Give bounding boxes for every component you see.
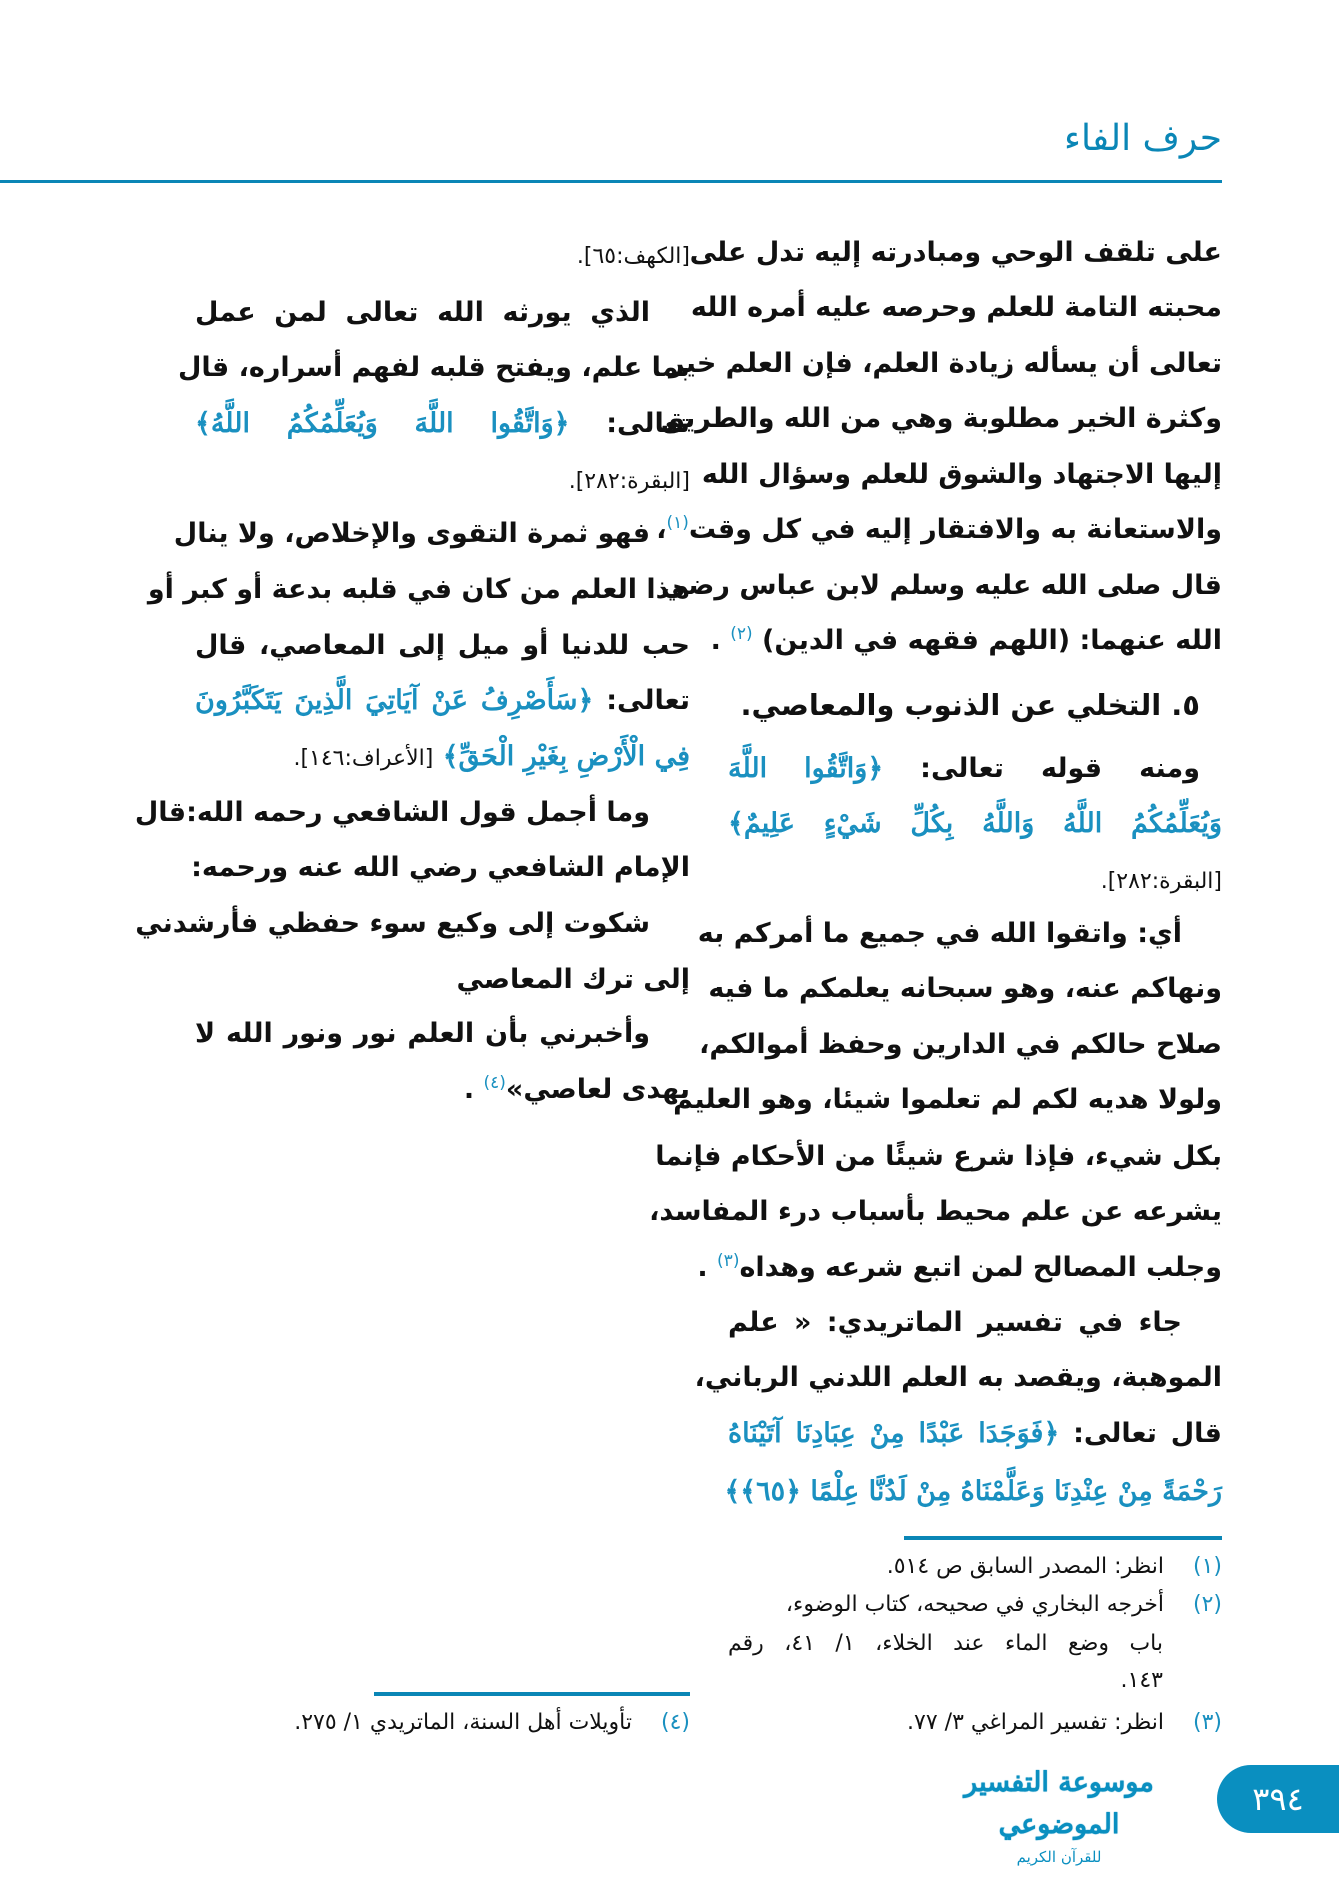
body-text: الإمام الشافعي رضي الله عنه ورحمه:	[191, 852, 690, 883]
header-divider	[0, 180, 1222, 183]
text-line	[728, 680, 1200, 730]
footnote-reference: (٢)	[730, 624, 753, 644]
text-line	[728, 1409, 1222, 1459]
quran-verse: فِي الْأَرْضِ بِغَيْرِ الْحَقِّ﴾	[433, 741, 690, 772]
text-line	[195, 230, 690, 280]
body-text: ومنه قوله تعالى:	[883, 753, 1201, 784]
text-line	[195, 621, 690, 671]
body-text: .	[697, 1252, 718, 1283]
body-text: فهو ثمرة التقوى والإخلاص، ولا ينال	[173, 518, 650, 549]
text-line	[689, 228, 1222, 278]
body-text: ونهاكم عنه، وهو سبحانه يعلمكم ما فيه	[708, 973, 1222, 1004]
body-text: وأخبرني بأن العلم نور ونور الله لا	[195, 1018, 650, 1049]
text-line	[191, 843, 690, 893]
body-text: بما علم، ويفتح قلبه لفهم أسراره، قال	[177, 352, 690, 383]
body-text: بكل شيء، فإذا شرع شيئًا من الأحكام فإنما	[655, 1141, 1222, 1172]
footnote-number: (٣)	[1192, 1710, 1222, 1735]
quran-verse: رَحْمَةً مِنْ عِنْدِنَا وَعَلَّمْنَاهُ مِنْ لَدُنَّا عِلْمًا ﴿٦٥﴾﴾	[724, 1476, 1222, 1507]
page-number: ٣٩٤	[1217, 1765, 1339, 1833]
footnote-2	[786, 1586, 1222, 1624]
text-line	[660, 561, 1222, 611]
body-text: على تلقف الوحي ومبادرته إليه تدل على	[689, 237, 1222, 268]
text-line	[195, 288, 650, 338]
body-text: الذي يورثه الله تعالى لمن عمل	[195, 297, 650, 328]
text-line	[177, 343, 690, 393]
footnote-divider	[374, 1692, 690, 1696]
body-text: إلى ترك المعاصي	[456, 964, 690, 995]
text-line	[710, 616, 1222, 666]
quran-verse: وَيُعَلِّمُكُمُ اللَّهُ وَاللَّهُ بِكُلِّ شَيْءٍ عَلِيمٌ﴾	[728, 808, 1222, 839]
quran-verse: ﴿وَاتَّقُوا اللَّهَ	[728, 753, 884, 784]
verse-citation: [البقرة:٢٨٢].	[1100, 869, 1222, 894]
text-line	[195, 1065, 690, 1115]
footnote-2-continued: ١٤٣.	[1120, 1668, 1163, 1693]
footnote-text: انظر: المصدر السابق ص ٥١٤.	[886, 1554, 1164, 1579]
text-line	[728, 855, 1222, 905]
body-text: حب للدنيا أو ميل إلى المعاصي، قال	[195, 630, 690, 661]
encyclopedia-logo	[934, 1762, 1184, 1866]
body-text: الموهبة، ويقصد به العلم اللدني الرباني،	[694, 1362, 1222, 1393]
body-text: والاستعانة به والافتقار إليه في كل وقت	[688, 514, 1222, 545]
quran-verse: ﴿سَأَصْرِفُ عَنْ آيَاتِيَ الَّذِينَ يَتَكَبَّرُونَ	[195, 685, 594, 716]
body-text: ،	[656, 514, 667, 545]
section-title: حرف الفاء	[1064, 118, 1222, 159]
body-text: أي: واتقوا الله في جميع ما أمركم به	[697, 918, 1182, 949]
body-text: شكوت إلى وكيع سوء حفظي فأرشدني	[135, 908, 650, 939]
footnote-reference: (١)	[666, 513, 689, 533]
body-text: تعالى أن يسأله زيادة العلم، فإن العلم خير	[669, 348, 1222, 379]
text-line	[147, 565, 690, 615]
body-text: إليها الاجتهاد والشوق للعلم وسؤال الله	[701, 459, 1222, 490]
text-line	[728, 1298, 1182, 1348]
text-line	[195, 399, 690, 449]
footnote-reference: (٣)	[717, 1251, 740, 1271]
body-text: يشرعه عن علم محيط بأسباب درء المفاسد،	[649, 1196, 1222, 1227]
body-text: .	[463, 1074, 484, 1105]
text-line	[669, 339, 1222, 389]
text-line	[173, 509, 650, 559]
body-text: وما أجمل قول الشافعي رحمه الله:قال	[134, 797, 650, 828]
footnote-text: أخرجه البخاري في صحيحه، كتاب الوضوء،	[785, 1592, 1164, 1617]
text-line	[195, 1009, 650, 1059]
body-text: قال تعالى:	[1059, 1418, 1222, 1449]
footnote-1	[887, 1548, 1222, 1586]
logo-title: موسوعة التفسير الموضوعي	[964, 1767, 1154, 1840]
footnote-3	[907, 1704, 1222, 1742]
quran-verse: ﴿وَاتَّقُوا اللَّهَ وَيُعَلِّمُكُمُ اللَّهُ﴾	[195, 408, 570, 439]
footnote-2-continued: باب وضع الماء عند الخلاء، ١/ ٤١، رقم	[728, 1631, 1163, 1656]
verse-citation: [الأعراف:١٤٦].	[293, 746, 434, 771]
footnote-number: (٢)	[1192, 1592, 1222, 1617]
text-line	[195, 955, 690, 1005]
section-heading: ٥. التخلي عن الذنوب والمعاصي.	[740, 688, 1200, 722]
logo-subtitle: للقرآن الكريم	[1016, 1848, 1102, 1866]
text-line	[195, 732, 690, 782]
body-text: .	[710, 625, 731, 656]
text-line	[697, 1243, 1222, 1293]
text-line	[690, 283, 1222, 333]
body-text: يهدى لعاصي»	[505, 1074, 690, 1105]
footnote-number: (٤)	[660, 1710, 690, 1735]
text-line	[660, 394, 1222, 444]
body-text: ولولا هديه لكم لم تعلموا شيئا، وهو العليم	[673, 1084, 1222, 1115]
text-line	[708, 964, 1222, 1014]
text-line	[701, 450, 1222, 500]
text-line	[135, 899, 650, 949]
quran-verse: ﴿فَوَجَدَا عَبْدًا مِنْ عِبَادِنَا آتَيْنَاهُ	[728, 1418, 1060, 1449]
text-line	[195, 676, 690, 726]
body-text: جاء في تفسير الماتريدي: « علم	[728, 1307, 1182, 1338]
text-line	[724, 1467, 1222, 1517]
text-line	[697, 909, 1182, 959]
text-line	[134, 788, 650, 838]
footnote-divider	[904, 1536, 1222, 1540]
body-text: تعالى:	[569, 408, 691, 439]
text-line	[655, 1132, 1222, 1182]
body-text: وجلب المصالح لمن اتبع شرعه وهداه	[739, 1252, 1222, 1283]
body-text: الله عنهما: (اللهم فقهه في الدين)	[752, 625, 1222, 656]
body-text: هذا العلم من كان في قلبه بدعة أو كبر أو	[147, 574, 690, 605]
text-line	[699, 1020, 1222, 1070]
footnote-number: (١)	[1192, 1554, 1222, 1579]
body-text: تعالى:	[593, 685, 690, 716]
text-line	[673, 1075, 1222, 1125]
footnote-text: تأويلات أهل السنة، الماتريدي ١/ ٢٧٥.	[294, 1710, 632, 1735]
body-text: وكثرة الخير مطلوبة وهي من الله والطريق	[660, 403, 1222, 434]
text-line	[728, 799, 1222, 849]
verse-citation: [البقرة:٢٨٢].	[568, 469, 690, 494]
footnote-text: انظر: تفسير المراغي ٣/ ٧٧.	[907, 1710, 1164, 1735]
body-text: قال صلى الله عليه وسلم لابن عباس رضي	[660, 570, 1222, 601]
text-line	[649, 1187, 1222, 1237]
footnote-4	[294, 1704, 690, 1742]
text-line	[195, 455, 690, 505]
body-text: صلاح حالكم في الدارين وحفظ أموالكم،	[699, 1029, 1222, 1060]
footnote-reference: (٤)	[483, 1073, 506, 1093]
verse-citation: [الكهف:٦٥].	[576, 244, 690, 269]
text-line	[728, 744, 1200, 794]
text-line	[656, 505, 1222, 555]
text-line	[694, 1353, 1222, 1403]
body-text: محبته التامة للعلم وحرصه عليه أمره الله	[690, 292, 1222, 323]
